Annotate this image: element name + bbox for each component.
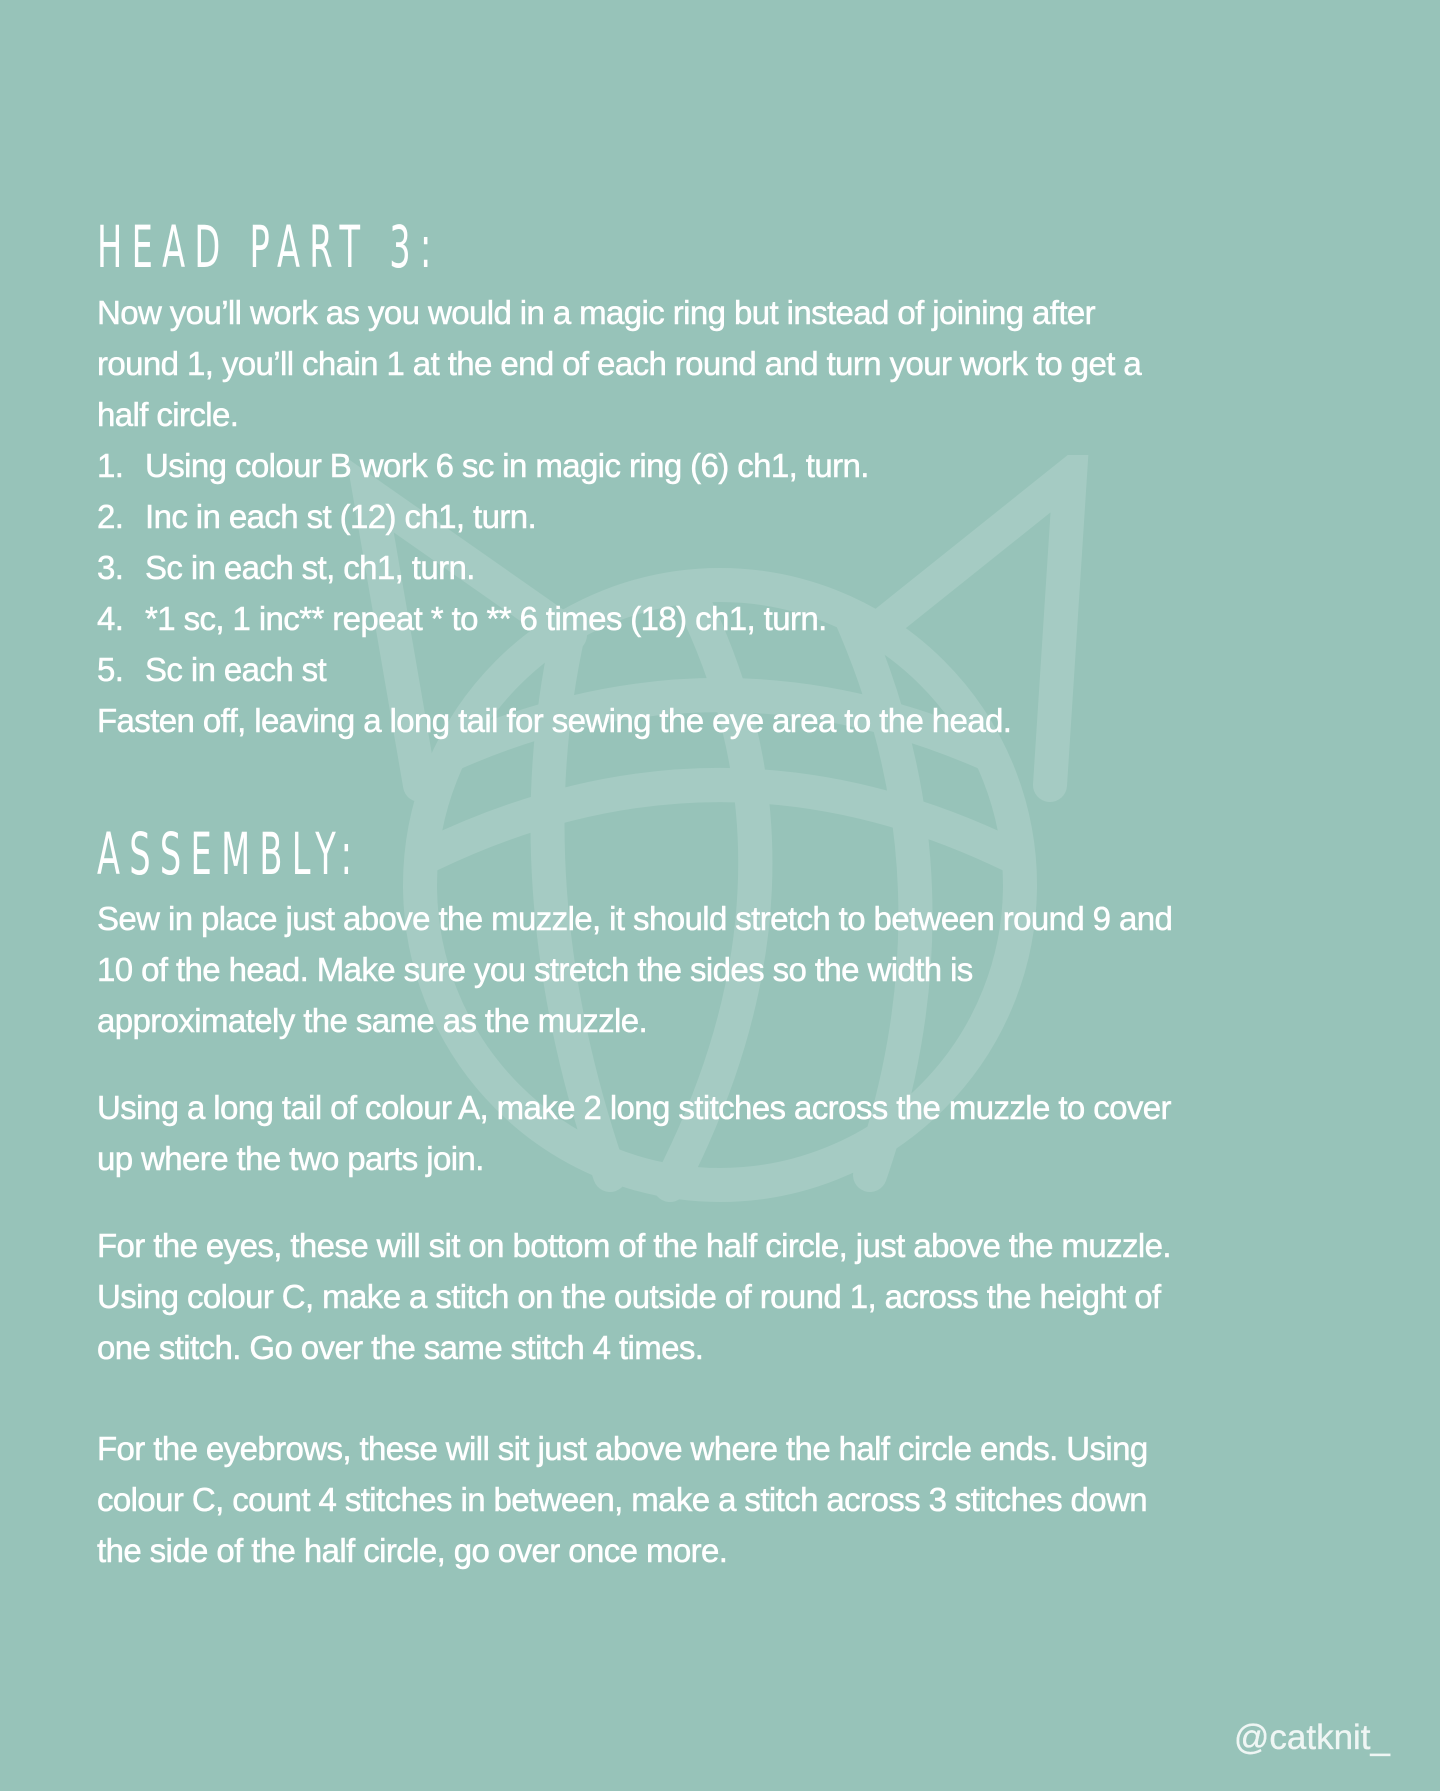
step-number: 3. (97, 549, 124, 586)
author-handle: @catknit_ (1233, 1718, 1390, 1757)
step-item (97, 593, 1367, 644)
assembly-heading: ASSEMBLY: (97, 820, 362, 888)
step-number: 1. (97, 447, 124, 484)
assembly-sew-instructions: Sew in place just above the muzzle, it should stretch to between round 9 and 10 of the head. Make sure you stretch the sides so the width is approximately the same as the muzzle. (97, 900, 1173, 1039)
assembly-eyebrows: For the eyebrows, these will sit just above where the half circle ends. Using colour C, count 4 stitches in between, make a stitch across 3 stitches down the side of the half circle, go over once more. (97, 1430, 1148, 1569)
step-text: Sc in each st (145, 651, 327, 688)
assembly-paragraph-2 (97, 1082, 1367, 1184)
assembly-paragraph-1 (97, 893, 1367, 1046)
head-part-fasten-off: Fasten off, leaving a long tail for sewing the eye area to the head. (97, 702, 1012, 739)
step-text: Sc in each st, ch1, turn. (145, 549, 475, 586)
step-text: Inc in each st (12) ch1, turn. (145, 498, 537, 535)
assembly-muzzle-stitches: Using a long tail of colour A, make 2 long stitches across the muzzle to cover up where the two parts join. (97, 1089, 1171, 1177)
head-part-section (97, 287, 1367, 746)
step-number: 4. (97, 600, 124, 637)
step-item (97, 542, 1367, 593)
step-item (97, 491, 1367, 542)
step-number: 2. (97, 498, 124, 535)
head-part-steps (97, 440, 1367, 695)
assembly-eyes: For the eyes, these will sit on bottom of the half circle, just above the muzzle. Using colour C, make a stitch on the outside of round 1, across the height of one stitch. Go over the same stitch 4 times. (97, 1227, 1171, 1366)
step-item (97, 644, 1367, 695)
head-part-heading: HEAD PART 3: (97, 213, 441, 281)
step-number: 5. (97, 651, 124, 688)
head-part-intro: Now you’ll work as you would in a magic ring but instead of joining after round 1, you’ll chain 1 at the end of each round and turn your work to get a half circle. (97, 294, 1142, 433)
step-item (97, 440, 1367, 491)
step-text: *1 sc, 1 inc** repeat * to ** 6 times (18) ch1, turn. (145, 600, 827, 637)
assembly-paragraph-3 (97, 1220, 1367, 1373)
assembly-paragraph-4 (97, 1423, 1367, 1576)
step-text: Using colour B work 6 sc in magic ring (6) ch1, turn. (145, 447, 869, 484)
